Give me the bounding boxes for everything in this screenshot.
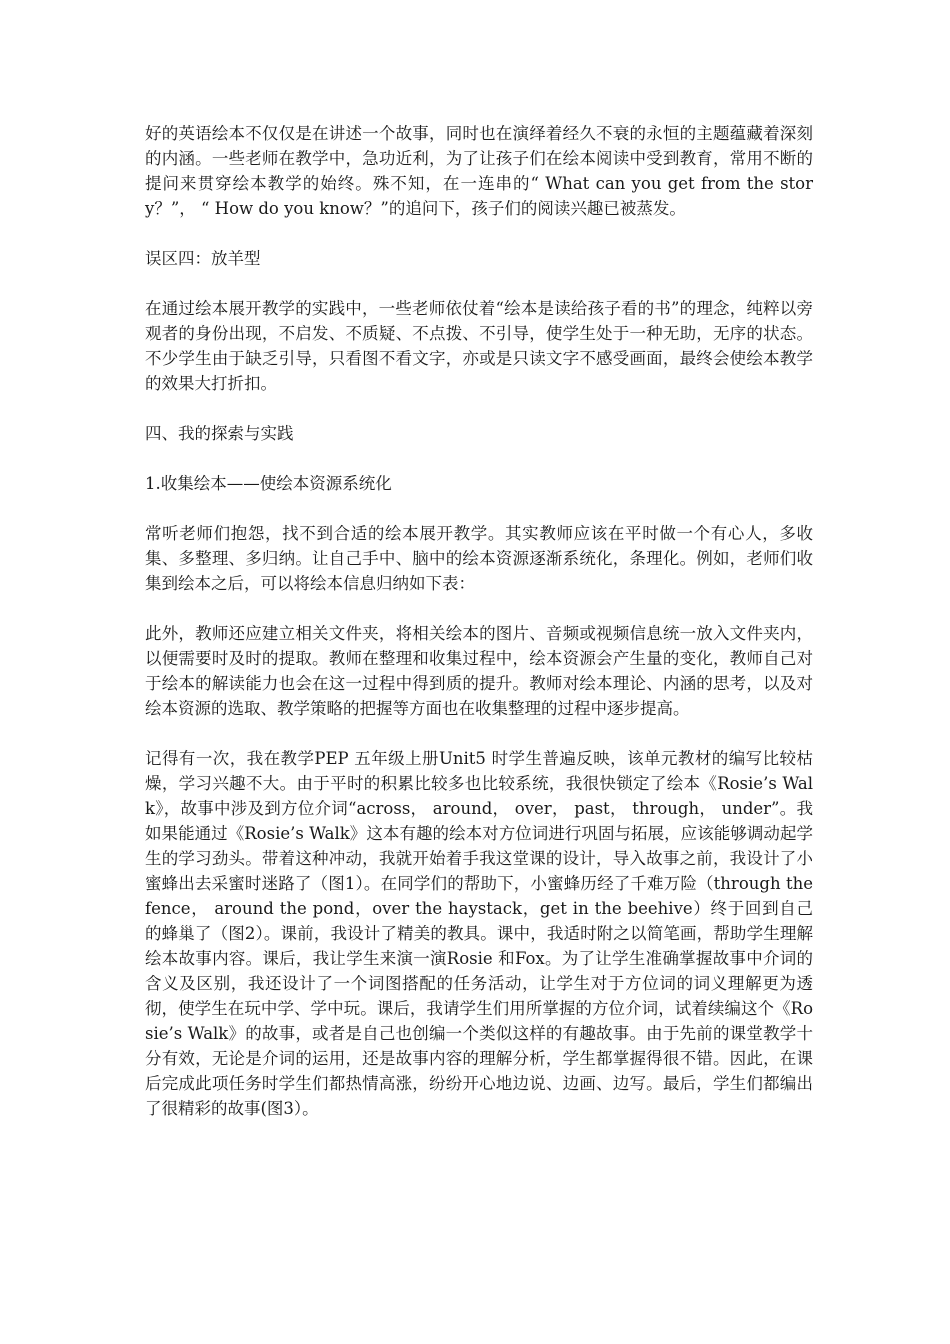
paragraph-rosies-walk: 记得有一次，我在教学PEP 五年级上册Unit5 时学生普遍反映，该单元教材的编写比较枯燥，学习兴趣不大。由于平时的积累比较多也比较系统，我很快锁定了绘本《Rosie’s Walk》，故事中涉及到方位介词“across， around， over， past， through， under”。我如果能通过《Rosie’s Walk》这本有趣的绘本对方位词进行巩固与拓展，应该能够调动起学生的学习劲头。带着这种冲动，我就开始着手我这堂课的设计，导入故事之前，我设计了小蜜蜂出去采蜜时迷路了（图1）。在同学们的帮助下，小蜜蜂历经了千难万险（through the fence， around the pond，over the haystack，get in the beehive）终于回到自己的蜂巢了（图2）。课前，我设计了精美的教具。课中，我适时附之以简笔画，帮助学生理解绘本故事内容。课后，我让学生来演一演Rosie 和Fox。为了让学生准确掌握故事中介词的含义及区别，我还设计了一个词图搭配的任务活动，让学生对于方位词的词义理解更为透彻，使学生在玩中学、学中玩。课后，我请学生们用所掌握的方位介词，试着续编这个《Rosie’s Walk》的故事，或者是自己也创编一个类似这样的有趣故事。由于先前的课堂教学十分有效，无论是介词的运用，还是故事内容的理解分析，学生都掌握得很不错。因此，在课后完成此项任务时学生们都热情高涨，纷纷开心地边说、边画、边写。最后，学生们都编出了很精彩的故事(图3）。	[145, 749, 813, 1118]
section-heading-exploration: 四、我的探索与实践	[145, 424, 294, 443]
document-body	[145, 121, 813, 1146]
paragraph-intro: 好的英语绘本不仅仅是在讲述一个故事，同时也在演绎着经久不衰的永恒的主题蕴藏着深刻的内涵。一些老师在教学中，急功近利，为了让孩子们在绘本阅读中受到教育，常用不断的提问来贯穿绘本教学的始终。殊不知，在一连串的“ What can you get from the story？”， “ How do you know？”的追问下，孩子们的阅读兴趣已被蒸发。	[145, 124, 813, 218]
paragraph-collect-intro: 常听老师们抱怨，找不到合适的绘本展开教学。其实教师应该在平时做一个有心人，多收集、多整理、多归纳。让自己手中、脑中的绘本资源逐渐系统化，条理化。例如，老师们收集到绘本之后，可以将绘本信息归纳如下表：	[145, 524, 813, 593]
paragraph-misconception-four: 在通过绘本展开教学的实践中，一些老师依仗着“绘本是读给孩子看的书”的理念，纯粹以旁观者的身份出现，不启发、不质疑、不点拨、不引导，使学生处于一种无助，无序的状态。不少学生由于缺乏引导，只看图不看文字，亦或是只读文字不感受画面，最终会使绘本教学的效果大打折扣。	[145, 299, 813, 393]
subsection-heading-collect: 1.收集绘本——使绘本资源系统化	[145, 474, 392, 493]
paragraph-folders: 此外，教师还应建立相关文件夹，将相关绘本的图片、音频或视频信息统一放入文件夹内，以便需要时及时的提取。教师在整理和收集过程中，绘本资源会产生量的变化，教师自己对于绘本的解读能力也会在这一过程中得到质的提升。教师对绘本理论、内涵的思考，以及对绘本资源的选取、教学策略的把握等方面也在收集整理的过程中逐步提高。	[145, 624, 813, 718]
section-heading-misconception-four: 误区四：放羊型	[145, 249, 261, 268]
